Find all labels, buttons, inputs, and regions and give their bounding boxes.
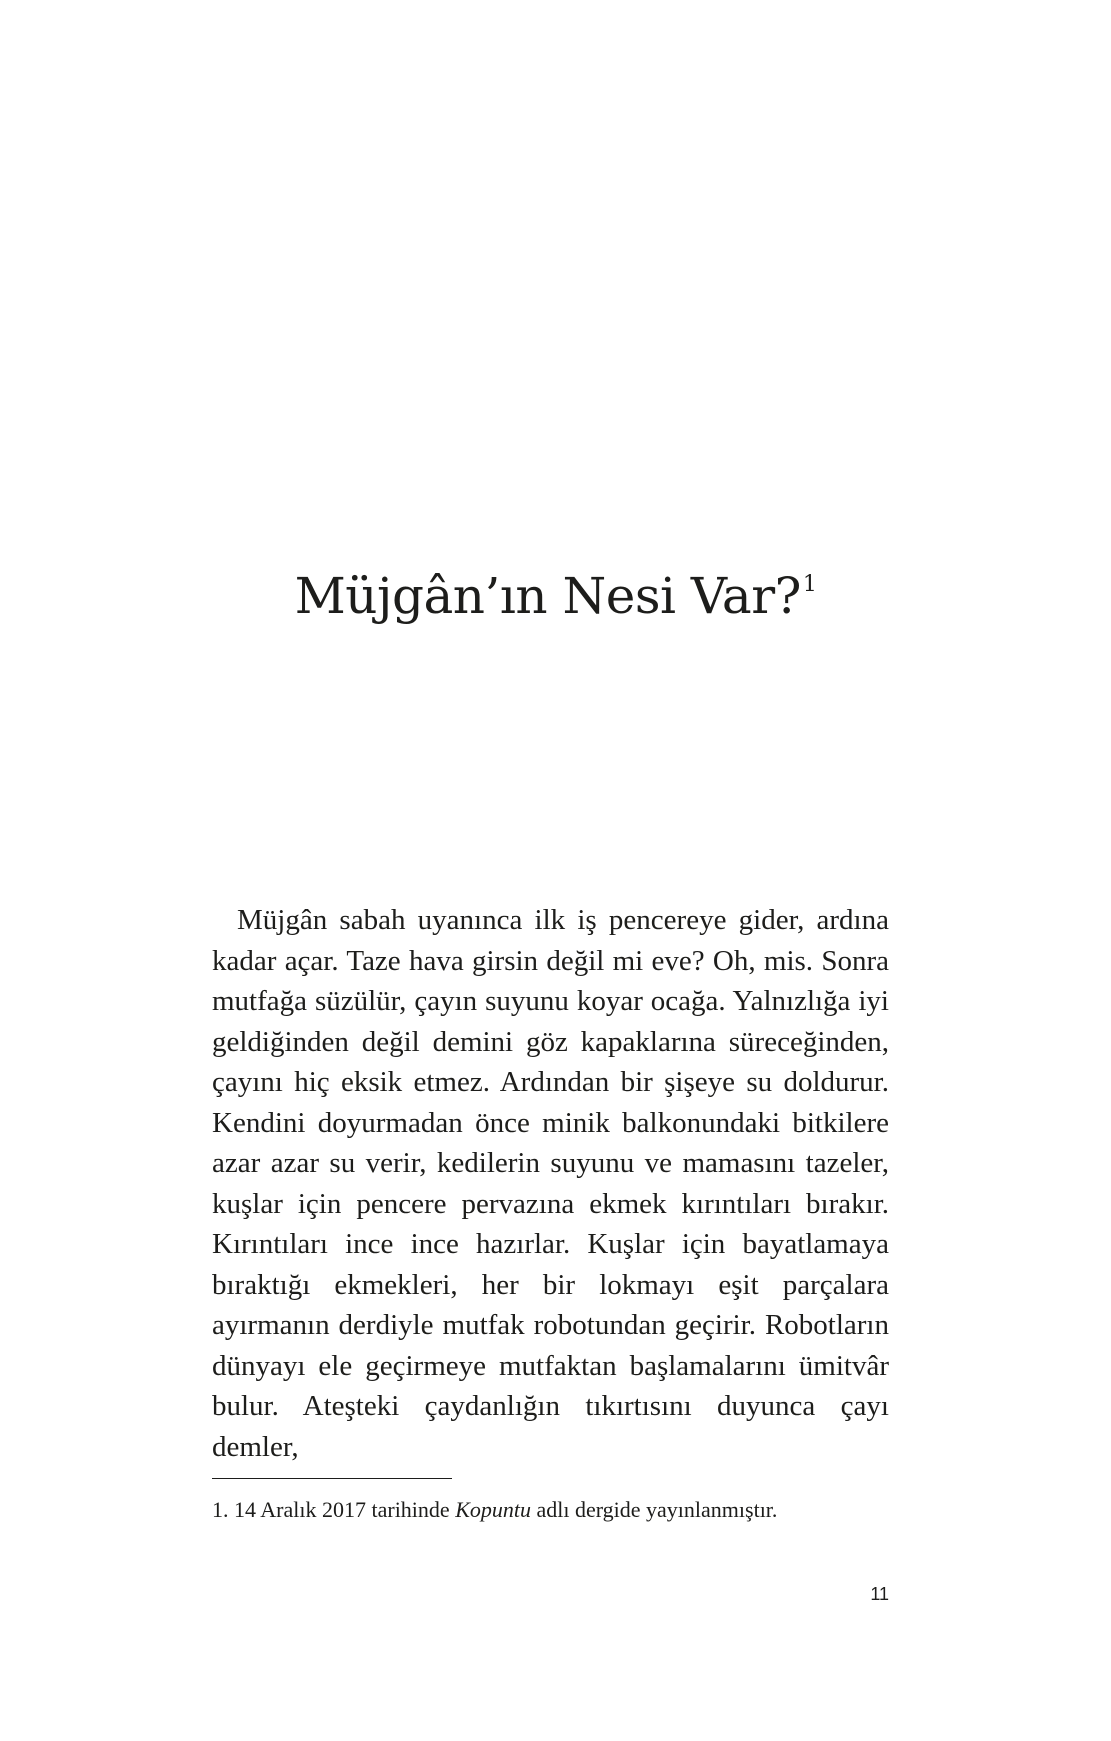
footnote-source: Kopuntu (455, 1497, 531, 1522)
page-number: 11 (870, 1584, 889, 1604)
chapter-title-text: Müjgân’ın Nesi Var? (294, 567, 801, 625)
footnote-text-after: adlı dergide yayınlanmıştır. (536, 1497, 778, 1522)
footnote-separator (212, 1478, 452, 1479)
chapter-title (0, 563, 1111, 629)
footnote-text-before: 14 Aralık 2017 tarihinde (234, 1497, 450, 1522)
body-paragraph: Müjgân sabah uyanınca ilk iş pencereye gider, ardına kadar açar. Taze hava girsin değil mi eve? Oh, mis. Sonra mutfağa süzülür, çayın suyunu koyar ocağa. Yalnızlığa iyi geldiğinden değil demini göz kapaklarına süreceğinden, çayını hiç eksik etmez. Ardından bir şişeye su doldurur. Kendini doyurmadan önce minik balkonundaki bitkilere azar azar su verir, kedilerin suyunu ve mamasını tazeler, kuşlar için pencere pervazına ekmek kırıntıları bırakır. Kırıntıları ince ince hazırlar. Kuşlar için bayatlamaya bıraktığı ekmekleri, her bir lokmayı eşit parçalara ayırmanın derdiyle mutfak robotundan geçirir. Robotların dünyayı ele geçirmeye mutfaktan başlamalarını ümitvâr bulur. Ateşteki çaydanlığın tıkırtısını duyunca çayı demler, (212, 904, 889, 1463)
footnote-reference: 1 (802, 572, 817, 598)
footnote (212, 1495, 912, 1525)
footnote-number: 1. (212, 1497, 229, 1522)
